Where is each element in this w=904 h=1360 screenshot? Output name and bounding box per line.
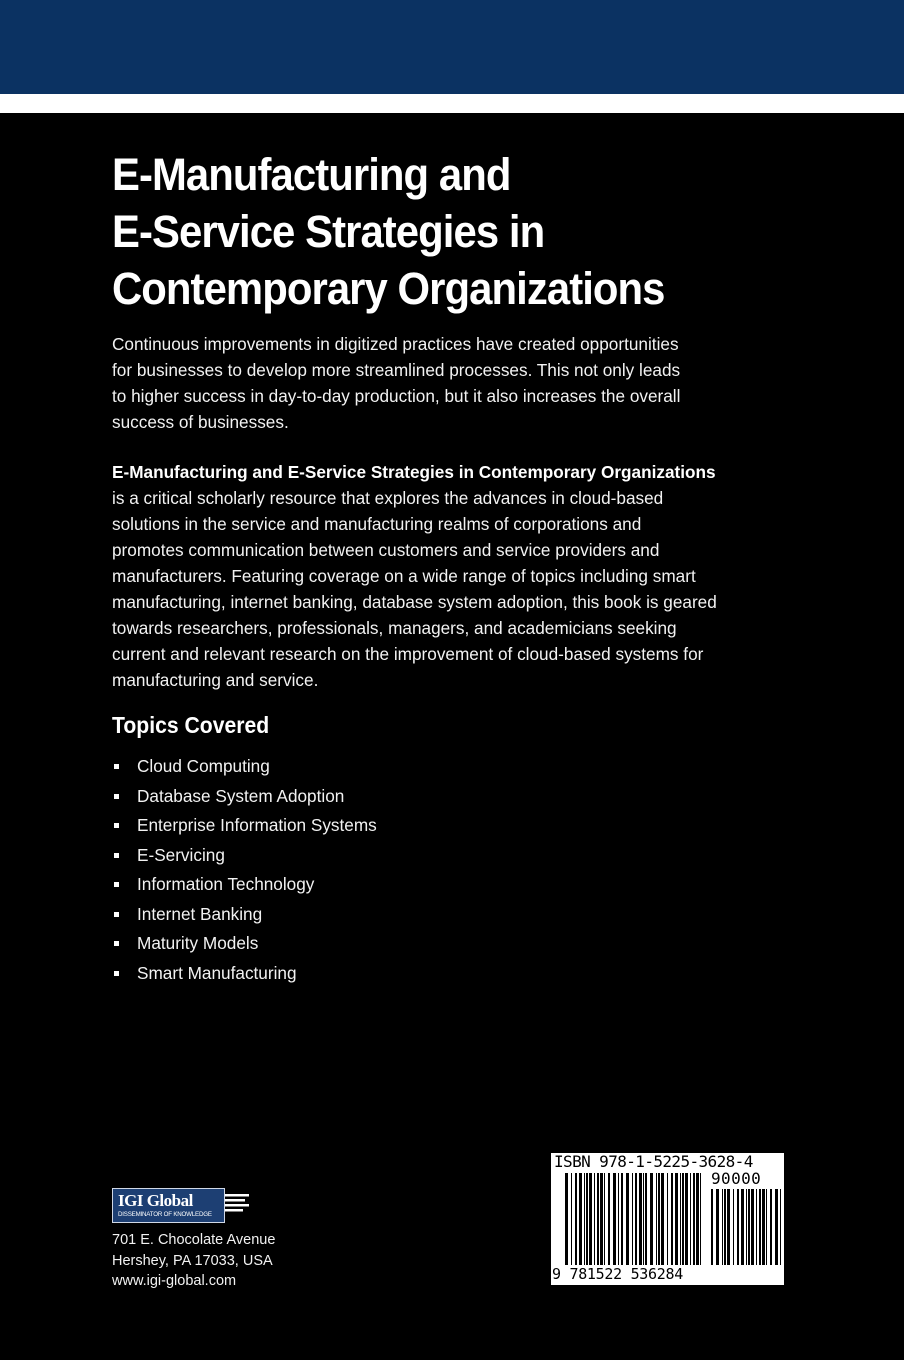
barcode-bar	[680, 1173, 681, 1265]
barcode-bar	[770, 1189, 772, 1265]
barcode-bar	[741, 1189, 744, 1265]
barcode-bar	[565, 1173, 568, 1265]
barcode-bar	[586, 1173, 588, 1265]
barcode-bar	[667, 1173, 668, 1265]
barcode-bar	[571, 1173, 572, 1265]
barcode-bar	[589, 1173, 592, 1265]
address-street: 701 E. Chocolate Avenue	[112, 1232, 276, 1248]
publisher-website: www.igi-global.com	[112, 1273, 237, 1289]
barcode-bar	[682, 1173, 684, 1265]
barcode-bar	[645, 1173, 647, 1265]
topic-item	[112, 811, 377, 841]
topic-item	[112, 870, 377, 900]
barcode-bar	[716, 1189, 719, 1265]
barcode-bar	[746, 1189, 747, 1265]
topic-label: E-Servicing	[137, 844, 225, 865]
description-line: manufacturing and service.	[112, 670, 319, 690]
bullet-icon	[114, 912, 119, 917]
description-line: current and relevant research on the improvement of cloud-based systems for	[112, 644, 704, 664]
description-paragraph	[112, 459, 792, 693]
barcode-bar	[690, 1173, 691, 1265]
barcode-bar	[613, 1173, 616, 1265]
barcode-bar	[756, 1189, 757, 1265]
topic-label: Database System Adoption	[137, 785, 345, 806]
barcode-bar	[600, 1173, 603, 1265]
barcode-addon-number: 90000	[711, 1169, 762, 1188]
barcode-bar	[621, 1173, 623, 1265]
barcode-bar	[643, 1173, 644, 1265]
book-title	[112, 146, 763, 317]
description-line: promotes communication between customers and service providers and	[112, 540, 660, 560]
bullet-icon	[114, 764, 119, 769]
logo-name: IGI Global	[118, 1191, 193, 1210]
topic-label: Information Technology	[137, 874, 315, 894]
bullet-icon	[114, 882, 119, 887]
barcode-bar	[759, 1189, 761, 1265]
barcode-bar	[658, 1173, 660, 1265]
topics-list	[112, 752, 377, 988]
ean-number: 9 781522 536284	[552, 1265, 683, 1283]
bullet-icon	[114, 794, 119, 799]
bullet-icon	[114, 853, 119, 858]
bullet-icon	[114, 823, 119, 828]
description-line: manufacturing, internet banking, database system adoption, this book is geared	[112, 592, 717, 612]
title-line-2: E-Service Strategies in	[112, 206, 545, 257]
bullet-icon	[114, 941, 119, 946]
barcode-bar	[724, 1189, 726, 1265]
barcode-bar	[722, 1189, 723, 1265]
barcode-bar	[594, 1173, 595, 1265]
topic-label: Maturity Models	[137, 933, 259, 953]
barcode-bar	[579, 1173, 582, 1265]
logo-box	[112, 1188, 225, 1223]
barcode-bar	[775, 1189, 778, 1265]
topic-item	[112, 959, 377, 989]
barcode-bar	[693, 1173, 695, 1265]
white-stripe	[0, 94, 904, 113]
barcode-bar	[575, 1173, 577, 1265]
barcode-bar	[780, 1189, 781, 1265]
barcode-bar	[635, 1173, 637, 1265]
barcode-bar	[639, 1173, 642, 1265]
barcode-bar	[671, 1173, 673, 1265]
barcode-bar	[632, 1173, 633, 1265]
barcode-bar	[656, 1173, 657, 1265]
barcode-bar	[711, 1189, 713, 1265]
top-color-band	[0, 0, 904, 94]
address-city: Hershey, PA 17033, USA	[112, 1252, 273, 1269]
barcode-bar	[584, 1173, 585, 1265]
description-line: manufacturers. Featuring coverage on a wide range of topics including smart	[112, 566, 696, 586]
topic-item	[112, 841, 377, 871]
barcode-bar	[597, 1173, 599, 1265]
topic-item	[112, 900, 377, 930]
topic-label: Internet Banking	[137, 903, 263, 924]
intro-line: Continuous improvements in digitized practices have created opportunities	[112, 334, 679, 354]
topic-label: Smart Manufacturing	[137, 962, 297, 983]
barcode-bar	[700, 1173, 701, 1265]
barcode-bar	[766, 1189, 767, 1265]
description-book-title: E-Manufacturing and E-Service Strategies in Contemporary Organizations	[112, 462, 716, 482]
intro-line: success of businesses.	[112, 412, 289, 432]
topic-label: Cloud Computing	[137, 756, 270, 776]
intro-line: to higher success in day-to-day production, but it also increases the overall	[112, 386, 681, 406]
barcode-bar	[608, 1173, 610, 1265]
barcode-bar	[604, 1173, 605, 1265]
barcode-bar	[751, 1189, 754, 1265]
logo-lines-icon	[225, 1194, 251, 1216]
barcode-bar	[696, 1173, 699, 1265]
isbn-number: ISBN 978-1-5225-3628-4	[554, 1152, 753, 1171]
title-line-1: E-Manufacturing and	[112, 149, 511, 200]
publisher-address	[112, 1230, 275, 1292]
barcode-bar	[685, 1173, 688, 1265]
barcode-bar	[626, 1173, 629, 1265]
barcode-bar	[661, 1173, 664, 1265]
title-line-3: Contemporary Organizations	[112, 263, 665, 314]
logo-tagline: DISSEMINATOR OF KNOWLEDGE	[118, 1211, 212, 1218]
barcode-bar	[733, 1189, 734, 1265]
intro-paragraph	[112, 331, 792, 435]
barcode-bar	[727, 1189, 730, 1265]
topic-item	[112, 752, 377, 782]
barcode-bar	[650, 1173, 653, 1265]
bullet-icon	[114, 971, 119, 976]
topics-heading: Topics Covered	[112, 712, 270, 738]
barcode-bar	[762, 1189, 765, 1265]
topic-label: Enterprise Information Systems	[137, 815, 377, 835]
barcode-bar	[748, 1189, 750, 1265]
description-line: solutions in the service and manufacturing realms of corporations and	[112, 514, 642, 534]
description-line: is a critical scholarly resource that explores the advances in cloud-based	[112, 488, 664, 508]
barcode-bar	[737, 1189, 739, 1265]
intro-line: for businesses to develop more streamlined processes. This not only leads	[112, 360, 681, 380]
barcode-bar	[675, 1173, 678, 1265]
barcode-bar	[618, 1173, 619, 1265]
topic-item	[112, 929, 377, 959]
isbn-barcode	[551, 1153, 784, 1285]
description-line: towards researchers, professionals, managers, and academicians seeking	[112, 618, 677, 638]
topic-item	[112, 782, 377, 812]
igi-global-logo	[112, 1188, 252, 1224]
